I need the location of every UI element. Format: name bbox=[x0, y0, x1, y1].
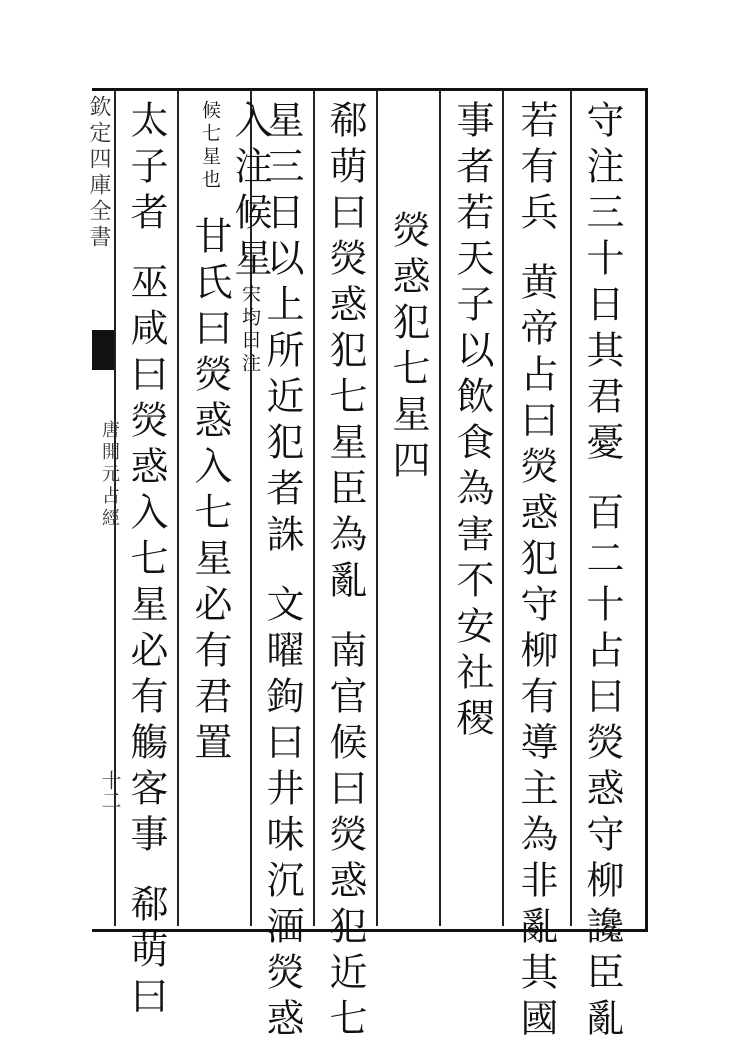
text-column bbox=[516, 100, 556, 1044]
text-column bbox=[126, 100, 166, 1022]
text-segment: 黄帝占曰熒惑犯守柳有導主為非亂其國 bbox=[514, 262, 558, 1044]
column-rule bbox=[376, 90, 378, 926]
text-segment: 太子者 bbox=[124, 100, 168, 238]
annotation-line: 候七星也 bbox=[199, 100, 221, 192]
fish-tail-mark bbox=[92, 330, 114, 370]
text-segment: 甘氏曰熒惑入七星必有君置 bbox=[188, 216, 232, 768]
text-segment: 守注三十日其君憂 bbox=[580, 100, 624, 468]
column-rule bbox=[570, 90, 572, 926]
text-segment: 郗萌曰 bbox=[124, 884, 168, 1022]
text-column bbox=[325, 100, 365, 1044]
text-segment: 星三日以上所近犯者誅 bbox=[260, 100, 304, 560]
page-frame bbox=[86, 88, 648, 932]
text-segment: 熒惑犯七星四 bbox=[386, 210, 430, 486]
text-segment: 南官候曰熒惑犯近七 bbox=[323, 630, 367, 1044]
column-rule bbox=[439, 90, 441, 926]
page-number: 十二 bbox=[98, 770, 122, 810]
text-segment: 若有兵 bbox=[514, 100, 558, 238]
text-column bbox=[190, 100, 270, 768]
text-segment: 巫咸曰熒惑入七星必有觴客事 bbox=[124, 262, 168, 860]
text-column bbox=[582, 100, 622, 1044]
column-rule bbox=[502, 90, 504, 926]
column-rule bbox=[177, 90, 179, 926]
text-segment: 文曜鉤曰井味沉湎熒惑 bbox=[260, 584, 304, 1044]
text-segment: 入注候星 bbox=[228, 100, 272, 284]
text-segment: 事者若天子以飲食為害不安社稷 bbox=[450, 100, 494, 744]
text-column bbox=[388, 210, 428, 486]
column-rule bbox=[313, 90, 315, 926]
margin-side-title: 欽定四庫全書 bbox=[86, 95, 111, 251]
text-segment: 百二十占曰熒惑守柳讒臣亂 bbox=[580, 492, 624, 1044]
annotation-line: 宋均曰注 bbox=[239, 284, 261, 376]
text-column bbox=[452, 100, 492, 744]
text-segment: 郗萌曰熒惑犯七星臣為亂 bbox=[323, 100, 367, 606]
margin-book-title: 唐開元占經 bbox=[99, 420, 120, 530]
